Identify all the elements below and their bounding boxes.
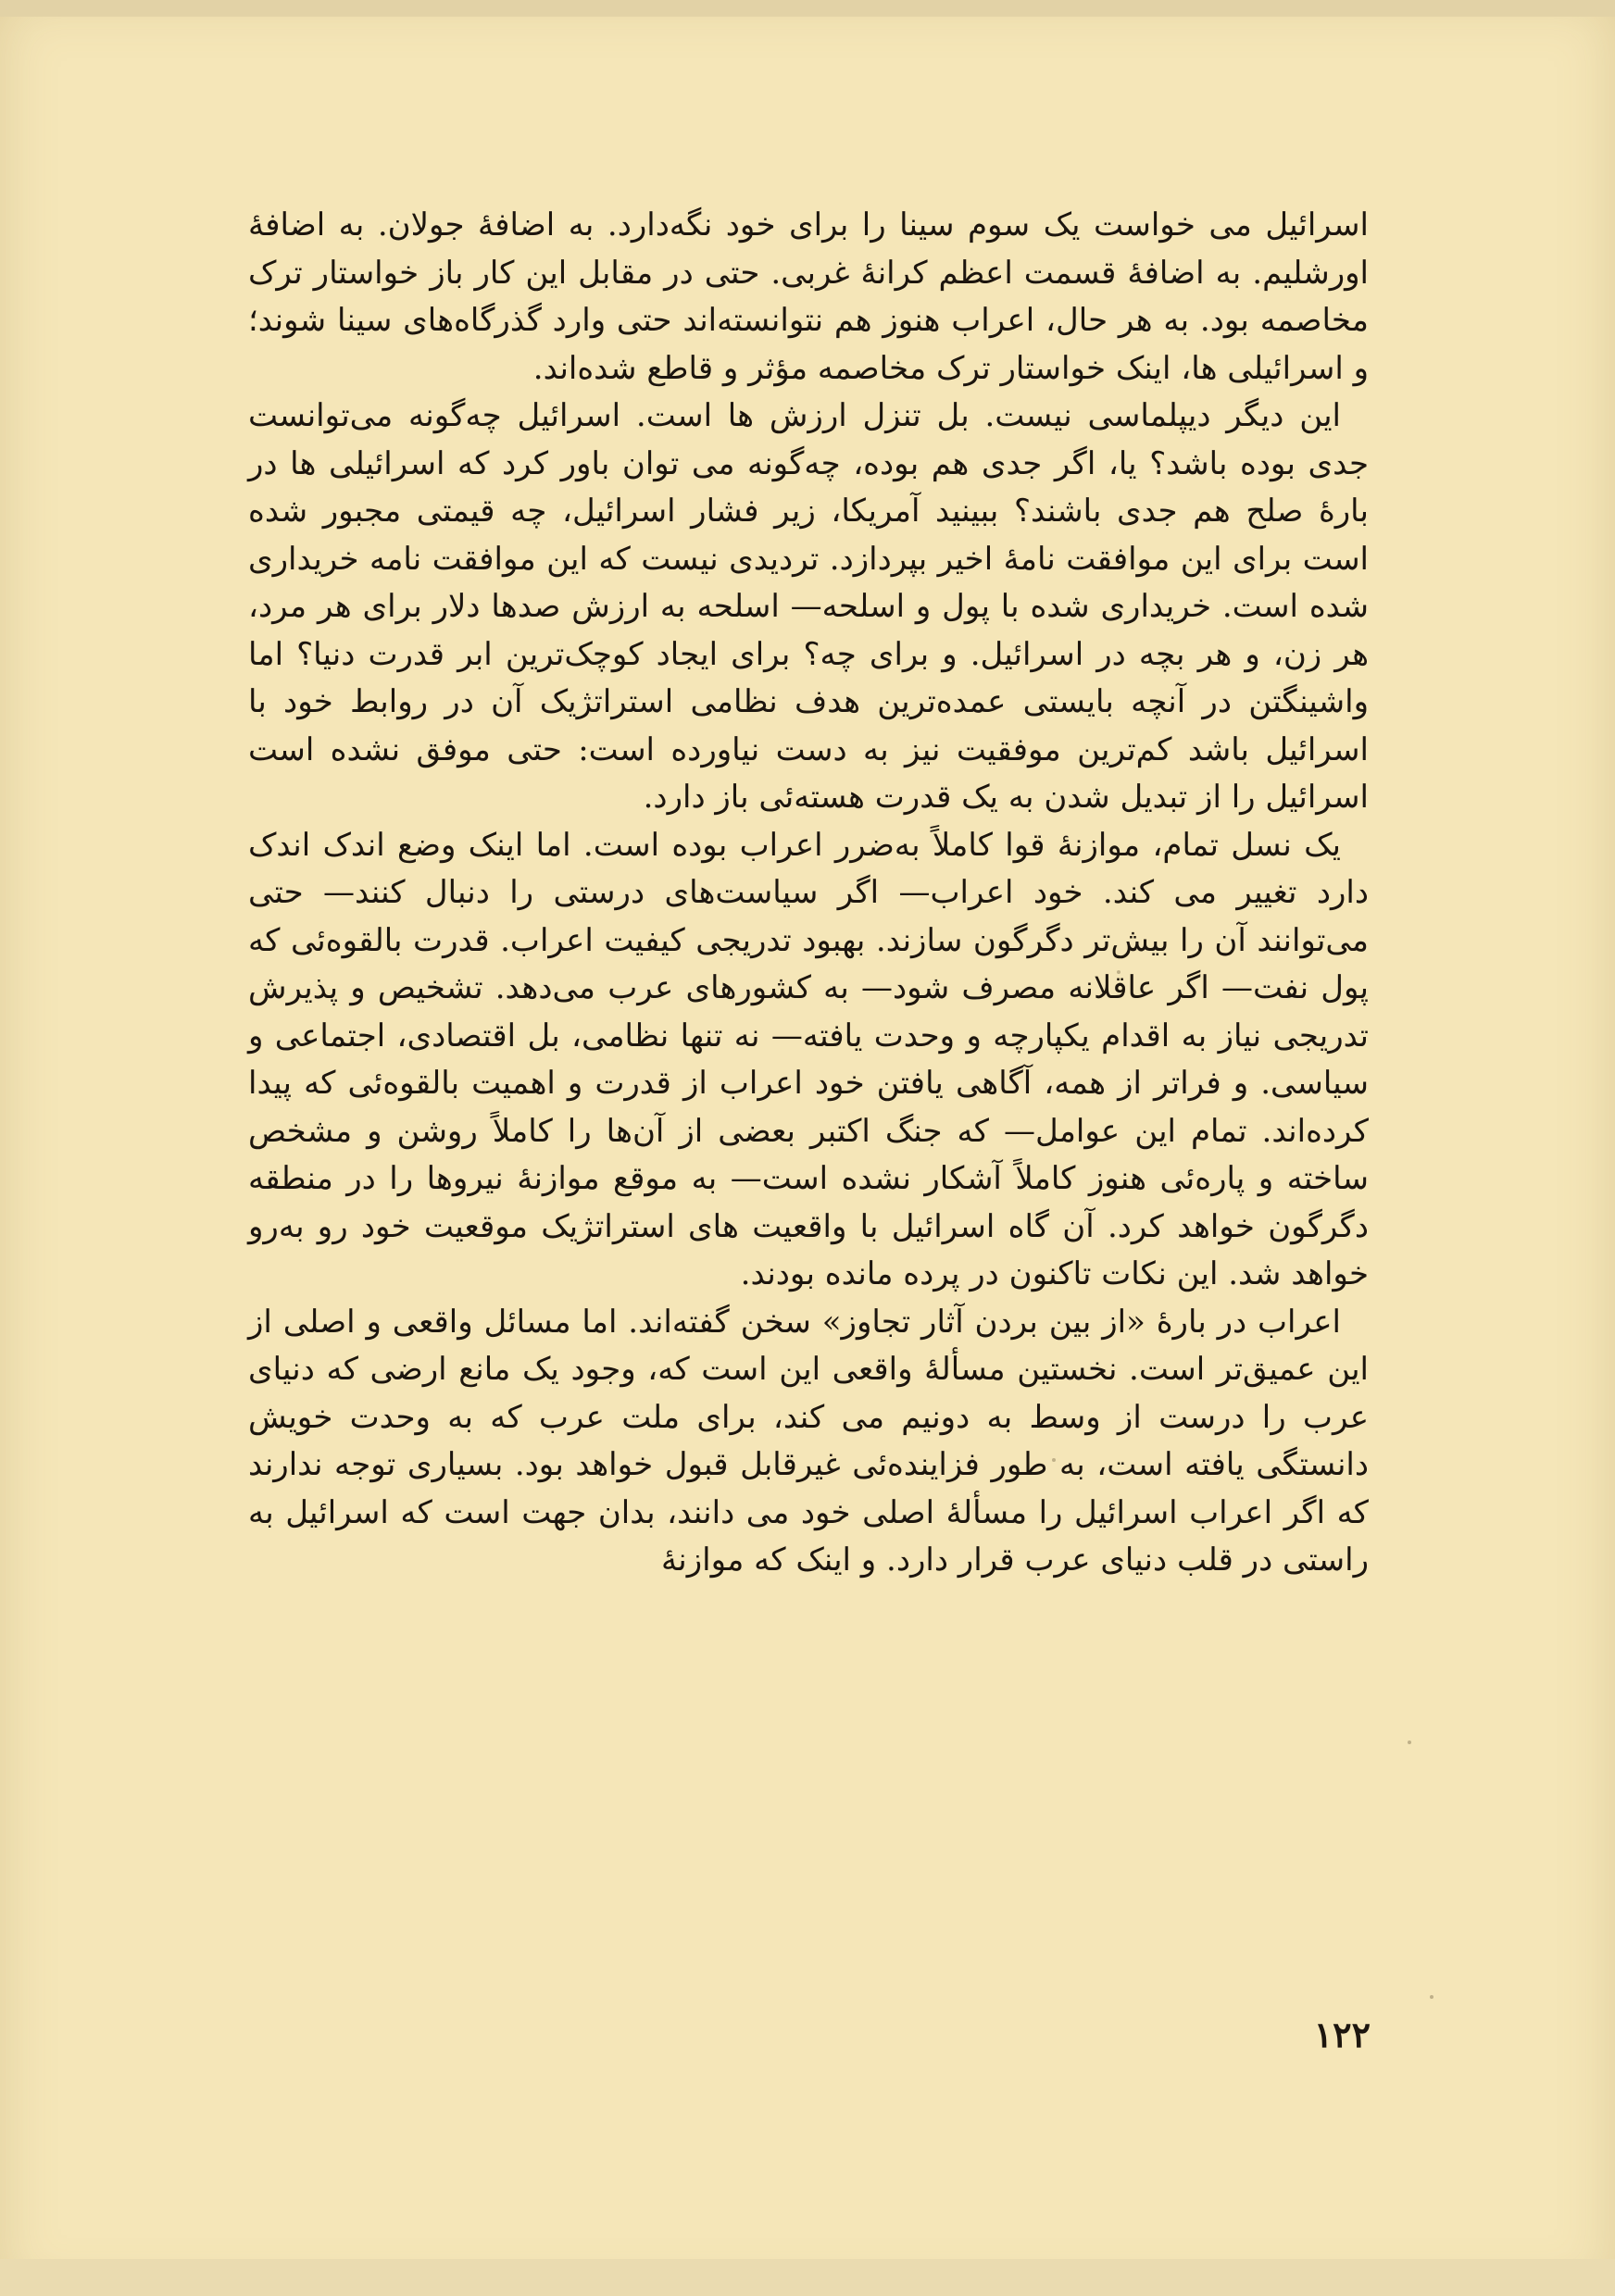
page-top-edge <box>0 0 1615 17</box>
paragraph: اسرائیل می خواست یک سوم سینا را برای خود نگه‌دارد. به اضافهٔ جولان. به اضافهٔ اورشلیم. به اضافهٔ قسمت اعظم کرانهٔ غربی. حتی در مقابل این کار باز خواستار ترک مخاصمه بود. به هر حال، اعراب هنوز هم نتوانسته‌اند حتی وارد گذرگاه‌های سینا شوند؛ و اسرائیلی ها، اینک خواستار ترک مخاصمه مؤثر و قاطع شده‌اند. <box>248 206 1369 387</box>
paper-speck <box>1408 1741 1411 1744</box>
paragraph: این دیگر دیپلماسی نیست. بل تنزل ارزش ها است. اسرائیل چه‌گونه می‌توانست جدی بوده باشد؟ یا، اگر جدی هم بوده، چه‌گونه می توان باور کرد که اسرائیلی ها در بارهٔ صلح هم جدی باشند؟ ببینید آمریکا، زیر فشار اسرائیل، چه قیمتی مجبور شده است برای این موافقت نامهٔ اخیر بپردازد. تردیدی نیست که این موافقت نامه خریداری شده است. خریداری شده با پول و اسلحه— اسلحه به ارزش صدها دلار برای هر مرد، هر زن، و هر بچه در اسرائیل. و برای چه؟ برای ایجاد کوچک‌ترین ابر قدرت دنیا؟ اما واشینگتن در آنچه بایستی عمده‌ترین هدف نظامی استراتژیک آن در روابط خود با اسرائیل باشد کم‌ترین موفقیت نیز به دست نیاورده است: حتی موفق نشده است اسرائیل را از تبدیل شدن به یک قدرت هسته‌ئی باز دارد. <box>248 397 1370 816</box>
paper-speck <box>1430 1995 1433 1999</box>
paragraph: اعراب در بارهٔ «از بین بردن آثار تجاوز» سخن گفته‌اند. اما مسائل واقعی و اصلی از این عمیق‌تر است. نخستین مسألهٔ واقعی این است که، وجود یک مانع ارضی که دنیای عرب را درست از وسط به دونیم می کند، برای ملت عرب که به وحدت خویش دانستگی یافته است، به طور فزاینده‌ئی غیرقابل قبول خواهد بود. بسیاری توجه ندارند که اگر اعراب اسرائیل را مسألهٔ اصلی خود می دانند، بدان جهت است که اسرائیل به راستی در قلب دنیای عرب قرار دارد. و اینک که موازنهٔ <box>248 1303 1369 1578</box>
page-number: ۱۲۲ <box>1313 2014 1371 2055</box>
page-bottom-edge <box>0 2259 1615 2296</box>
paragraph: یک نسل تمام، موازنهٔ قوا کاملاً به‌ضرر اعراب بوده است. اما اینک وضع اندک اندک دارد تغییر می کند. خود اعراب— اگر سیاست‌های درستی را دنبال کنند— حتی می‌توانند آن را بیش‌تر دگرگون سازند. بهبود تدریجی کیفیت اعراب. قدرت بالقوه‌ئی که پول نفت— اگر عاقلانه مصرف شود— به کشورهای عرب می‌دهد. تشخیص و پذیرش تدریجی نیاز به اقدام یکپارچه و وحدت یافته— نه تنها نظامی، بل اقتصادی، اجتماعی و سیاسی. و فراتر از همه، آگاهی یافتن خود اعراب از قدرت و اهمیت بالقوه‌ئی که پیدا کرده‌اند. تمام این عوامل— که جنگ اکتبر بعضی از آن‌ها را کاملاً روشن و مشخص ساخته و پاره‌ئی هنوز کاملاً آشکار نشده است— به موقع موازنهٔ نیروها را در منطقه دگرگون خواهد کرد. آن گاه اسرائیل با واقعیت های استراتژیک موقعیت خود رو به‌رو خواهد شد. این نکات تاکنون در پرده مانده بودند. <box>248 826 1369 1292</box>
body-text <box>248 202 1369 1585</box>
